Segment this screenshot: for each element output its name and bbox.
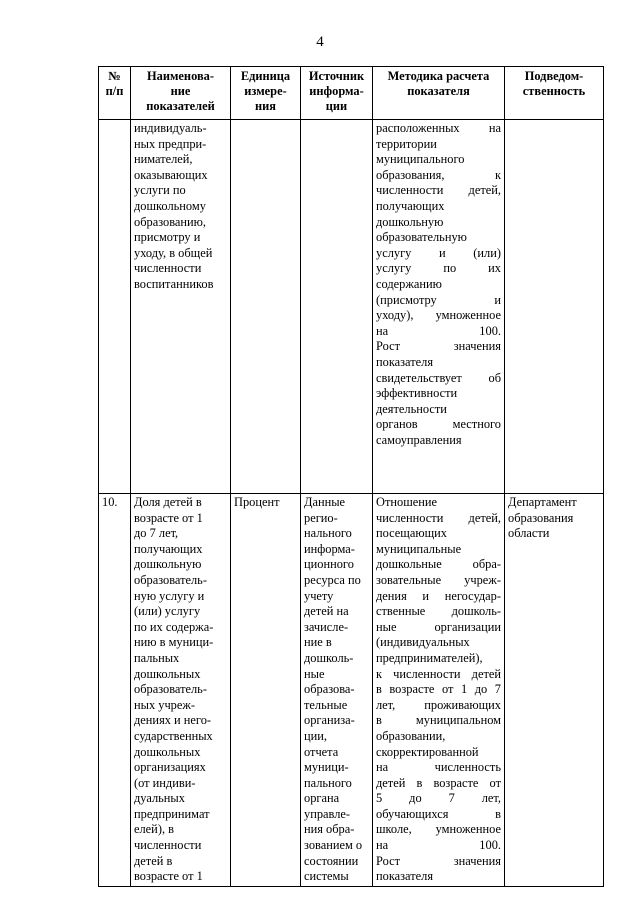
cell-line: присмотру и — [134, 230, 201, 245]
cell-line: ные организации — [376, 619, 501, 634]
cell-line: образова- — [304, 682, 355, 697]
cell-line: к численности детей — [376, 666, 501, 681]
cell-line: органов местного — [376, 417, 501, 432]
cell-line: численности детей, — [376, 183, 501, 198]
cell-line: системы — [304, 869, 349, 884]
cell-line: дошкольную — [134, 557, 202, 572]
cell-line: Единица — [240, 69, 291, 83]
cell-line: Данные — [304, 495, 346, 509]
cell-line: Рост значения — [376, 339, 501, 354]
cell-line: (от индиви- — [134, 775, 196, 790]
cell-line: отчета — [304, 744, 339, 759]
cell-line: численности детей, — [376, 510, 501, 525]
cell-line: до 7 лет, — [134, 526, 179, 541]
cell-line: территории — [376, 136, 437, 151]
cell-line: уходу), умноженное — [376, 308, 501, 323]
cell-line: образования — [508, 510, 574, 525]
table-row — [99, 120, 604, 494]
cell-line: образовательную — [376, 230, 467, 245]
cell-line: организа- — [304, 713, 355, 728]
cell-line: ных предпри- — [134, 136, 207, 151]
unit-cell — [231, 120, 301, 494]
cell-line: лет, проживающих — [376, 697, 501, 712]
cell-line: 5 до 7 лет, — [376, 791, 501, 806]
cell-line: ции — [325, 99, 348, 113]
cell-line: области — [508, 526, 550, 541]
cell-line: расположенных на — [376, 121, 501, 135]
cell-line: показателей — [146, 99, 215, 113]
cell-line: елей), в — [134, 822, 174, 837]
cell-line: образованию, — [134, 214, 207, 229]
row-num-cell — [99, 120, 131, 494]
name-cell — [131, 494, 231, 887]
cell-line: детей в — [134, 853, 173, 868]
cell-line: измере- — [244, 84, 287, 98]
cell-line: обучающихся в — [376, 806, 501, 821]
cell-line: дошкольному — [134, 198, 206, 213]
cell-line: ственность — [522, 84, 586, 98]
cell-line: показателя — [376, 869, 434, 884]
cell-line: Источник — [308, 69, 365, 83]
cell-line: дошкольную — [376, 214, 444, 229]
header-name — [131, 67, 231, 120]
subordination-cell — [505, 494, 604, 887]
cell-line: нального — [304, 526, 352, 541]
cell-line: (присмотру и — [376, 292, 501, 307]
cell-line: муниципальные — [376, 541, 462, 556]
cell-line: сударственных — [134, 728, 213, 743]
unit-cell: Процент — [231, 494, 301, 887]
cell-line: управле- — [304, 806, 351, 821]
cell-line: регио- — [304, 510, 338, 525]
name-cell — [131, 120, 231, 494]
cell-line: ционного — [304, 557, 354, 572]
cell-line: предпринимат — [134, 806, 210, 821]
cell-line: дошколь- — [304, 650, 354, 665]
cell-line: учету — [304, 588, 334, 603]
cell-line: эффективности — [376, 386, 458, 401]
cell-line: ресурса по — [304, 572, 361, 587]
header-method — [373, 67, 505, 120]
cell-line: зовательные учреж- — [376, 572, 501, 587]
cell-line: пального — [304, 775, 352, 790]
cell-line: образования, к — [376, 167, 501, 182]
cell-line: получающих — [134, 541, 203, 556]
cell-line: информа- — [304, 541, 355, 556]
cell-line: нию в муници- — [134, 635, 214, 650]
method-cell — [373, 120, 505, 494]
cell-line: ние — [170, 84, 191, 98]
cell-line: образовании, — [376, 728, 446, 743]
cell-line: предпринимателей), — [376, 650, 483, 665]
cell-line: услуги по — [134, 183, 186, 198]
cell-line: организациях — [134, 760, 206, 775]
cell-line: образователь- — [134, 572, 207, 587]
cell-line: школе, умноженное — [376, 822, 501, 837]
cell-line: дениях и него- — [134, 713, 212, 728]
cell-line: ции, — [304, 728, 327, 743]
cell-line: образователь- — [134, 682, 207, 697]
source-cell — [301, 494, 373, 887]
cell-line: на численность — [376, 760, 501, 775]
header-source — [301, 67, 373, 120]
cell-line: ственные дошколь- — [376, 604, 501, 619]
subordination-cell — [505, 120, 604, 494]
cell-line: численности — [134, 838, 202, 853]
cell-line: посещающих — [376, 526, 447, 541]
cell-line: дошкольные обра- — [376, 557, 501, 572]
cell-line: дошкольных — [134, 666, 201, 681]
cell-line: по их содержа- — [134, 619, 214, 634]
source-cell — [301, 120, 373, 494]
cell-line: состоянии — [304, 853, 359, 868]
cell-line: пальных — [134, 650, 180, 665]
table-header-row — [99, 67, 604, 120]
cell-line: (или) услугу — [134, 604, 201, 619]
page-number: 4 — [316, 34, 324, 50]
cell-line: (индивидуальных — [376, 635, 470, 650]
cell-line: ния — [255, 99, 276, 113]
row-num-cell: 10. — [99, 494, 131, 887]
cell-line: органа — [304, 791, 340, 806]
cell-line: муниципального — [376, 152, 465, 167]
cell-line: нимателей, — [134, 152, 193, 167]
cell-line: зованием о — [304, 838, 363, 853]
table-row — [99, 494, 604, 887]
cell-line: дения и негосудар- — [376, 588, 501, 603]
cell-line: дошкольных — [134, 744, 201, 759]
cell-line: показателя — [376, 354, 434, 369]
cell-line: показателя — [407, 84, 470, 98]
cell-line: Доля детей в — [134, 495, 202, 509]
cell-line: ния обра- — [304, 822, 355, 837]
cell-line: индивидуаль- — [134, 121, 207, 135]
cell-line: тельные — [304, 697, 348, 712]
cell-line: детей на — [304, 604, 349, 619]
cell-line: Подведом- — [524, 69, 584, 83]
cell-line: детей в возрасте от — [376, 775, 501, 790]
cell-line: Рост значения — [376, 853, 501, 868]
header-subordination — [505, 67, 604, 120]
method-cell — [373, 494, 505, 887]
cell-line: свидетельствует об — [376, 370, 501, 385]
cell-line: дуальных — [134, 791, 185, 806]
cell-line: услугу и (или) — [376, 245, 501, 260]
cell-line: в муниципальном — [376, 713, 501, 728]
cell-line: уходу, в общей — [134, 245, 213, 260]
cell-line: муници- — [304, 760, 349, 775]
cell-line: Департамент — [508, 495, 577, 509]
cell-line: в возрасте от 1 до 7 — [376, 682, 501, 697]
header-unit — [231, 67, 301, 120]
cell-line: зачисле- — [304, 619, 349, 634]
cell-line: деятельности — [376, 401, 447, 416]
header-num — [99, 67, 131, 120]
cell-line: скорректированной — [376, 744, 479, 759]
cell-line: оказывающих — [134, 167, 208, 182]
cell-line: № — [108, 69, 121, 83]
cell-line: самоуправления — [376, 432, 462, 447]
cell-line: Методика расчета — [387, 69, 490, 83]
cell-line: п/п — [105, 84, 124, 98]
cell-line: Отношение — [376, 495, 437, 509]
cell-line: ние в — [304, 635, 332, 650]
cell-line: возрасте от 1 — [134, 510, 203, 525]
cell-line: ную услугу и — [134, 588, 205, 603]
cell-line: на 100. — [376, 323, 501, 338]
cell-line: информа- — [309, 84, 364, 98]
cell-line: возрасте от 1 — [134, 869, 203, 884]
cell-line: ные — [304, 666, 325, 681]
indicators-table — [98, 66, 604, 887]
cell-line: получающих — [376, 198, 445, 213]
cell-line: содержанию — [376, 276, 442, 291]
cell-line: воспитанников — [134, 276, 214, 291]
cell-line: Наименова- — [147, 69, 214, 83]
cell-line: услугу по их — [376, 261, 501, 276]
cell-line: ных учреж- — [134, 697, 196, 712]
cell-line: численности — [134, 261, 202, 276]
cell-line: на 100. — [376, 838, 501, 853]
